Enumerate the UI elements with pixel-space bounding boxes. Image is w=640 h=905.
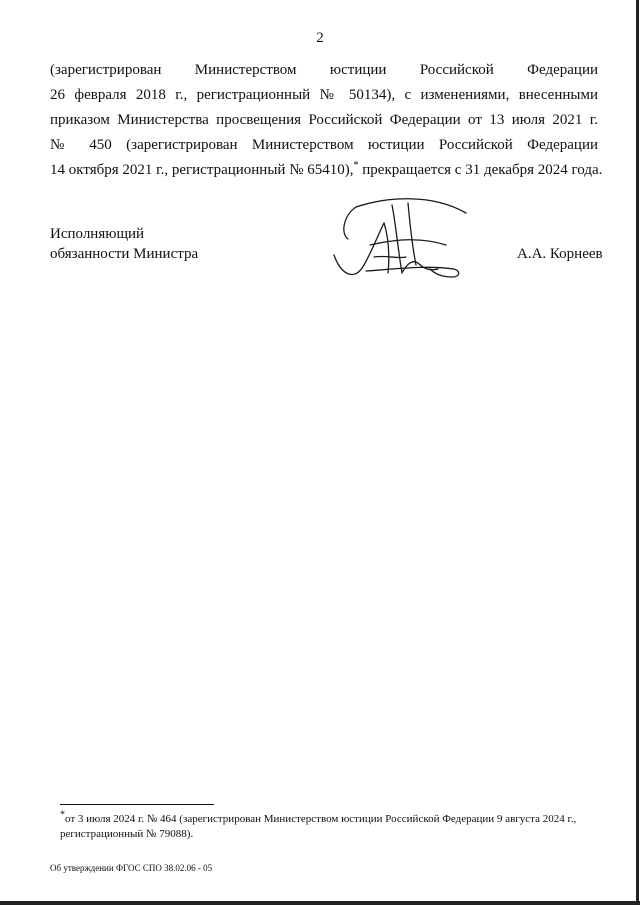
footnote-marker: * [353,160,359,171]
signatory-title-line: обязанности Министра [50,246,199,262]
footnote-divider [60,804,214,805]
body-line-last-end: прекращается с 31 декабря 2024 года. [358,162,603,178]
signatory-title-line: Исполняющий [50,226,145,242]
scan-bottom-edge [0,901,640,905]
footnote [60,809,608,842]
handwritten-signature [326,195,476,290]
signer-name: А.А. Корнеев [517,246,603,262]
body-line: № 450 (зарегистрирован Министерством юстиции Российской Федерации [50,137,598,153]
footnote-marker: * [60,809,65,821]
body-paragraph [50,58,603,183]
footer-reference: Об утверждении ФГОС СПО 38.02.06 - 05 [50,863,213,873]
body-line-last-start: 14 октября 2021 г., регистрационный № 65410), [50,162,354,178]
body-line: (зарегистрирован Министерством юстиции Российской Федерации [50,62,598,78]
body-line: 26 февраля 2018 г., регистрационный № 50134), с изменениями, внесенными [50,87,598,103]
scan-right-edge [636,0,639,905]
footnote-text: от 3 июля 2024 г. № 464 (зарегистрирован Министерством юстиции Российской Федерации 9 августа 2024 г., регистрационный № 79088). [60,813,577,840]
signatory-title [50,224,198,264]
body-line-last [50,158,603,183]
page-number: 2 [316,30,324,46]
body-line: приказом Министерства просвещения Российской Федерации от 13 июля 2021 г. [50,112,598,128]
